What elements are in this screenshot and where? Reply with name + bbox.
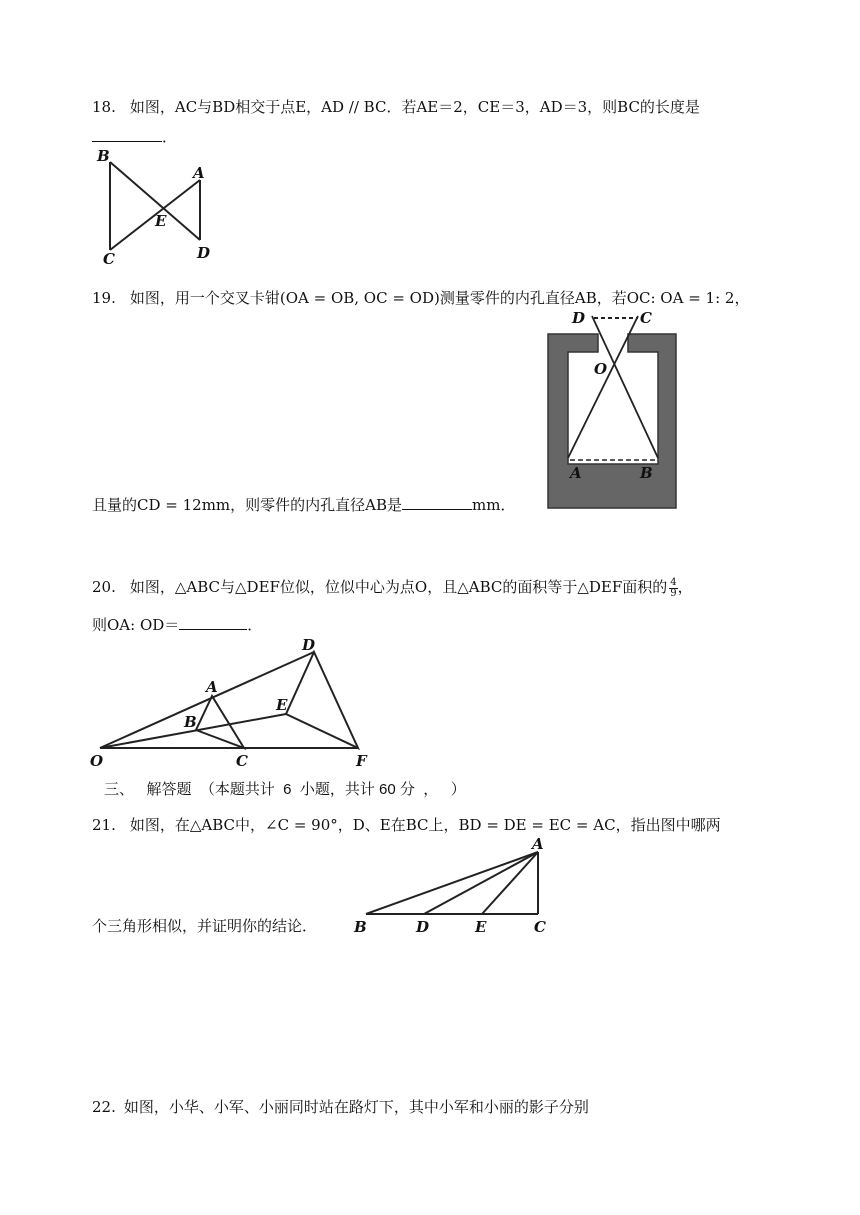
q18-label-D: D	[197, 244, 211, 262]
q18-number: 18.	[92, 98, 116, 116]
q20-label-F: F	[356, 752, 367, 770]
q19-text-line1: 如图，用一个交叉卡钳(OA = OB, OC = OD)测量零件的内孔直径AB，若OC: OA = 1: 2，	[129, 289, 750, 307]
q18-label-B: B	[97, 147, 110, 165]
q19-label-A: A	[570, 464, 582, 482]
q20-label-B: B	[184, 713, 197, 731]
q22-text: 如图，小华、小军、小丽同时站在路灯下，其中小军和小丽的影子分别	[123, 1098, 589, 1116]
q20-number: 20.	[92, 578, 116, 596]
q19-label-C: C	[640, 309, 652, 327]
q21-line2	[92, 915, 317, 937]
q18-answer-blank[interactable]	[92, 127, 162, 142]
q19-line2	[92, 494, 515, 516]
q21-label-E: E	[475, 918, 487, 936]
q22-line1	[92, 1096, 589, 1118]
q18-end: ．	[162, 128, 178, 146]
q21-label-A: A	[532, 835, 544, 853]
q20-text-line2-prefix: 则OA: OD＝	[92, 616, 180, 634]
q20-figure	[90, 632, 390, 772]
q20-label-O: O	[90, 752, 104, 770]
q18-figure	[95, 148, 225, 268]
q18-text: 如图，AC与BD相交于点E，AD // BC．若AE＝2，CE＝3，AD＝3，则BC的长度是	[129, 98, 700, 116]
q18-label-E: E	[155, 212, 167, 230]
q20-text-line2-suffix: ．	[247, 616, 263, 634]
q20-line1	[92, 576, 693, 599]
q21-text-line1: 如图，在△ABC中，∠C = 90°，D、E在BC上，BD = DE = EC = AC，指出图中哪两	[129, 816, 721, 834]
q21-number: 21.	[92, 816, 116, 834]
q20-frac-den: 9	[670, 587, 677, 599]
q19-text-line2-prefix: 且量的CD = 12mm，则零件的内孔直径AB是	[92, 496, 402, 514]
q18-label-C: C	[103, 250, 115, 268]
q20-fraction	[669, 578, 677, 599]
q20-label-A: A	[206, 678, 218, 696]
q19-line1	[92, 287, 749, 309]
q20-label-C: C	[236, 752, 248, 770]
q19-answer-blank[interactable]	[402, 495, 472, 510]
q19-label-D: D	[572, 309, 586, 327]
q19-label-O: O	[594, 360, 608, 378]
q18-line1	[92, 96, 700, 118]
q18-line2	[92, 126, 177, 148]
q21-line1	[92, 814, 721, 836]
q20-frac-after: ，	[677, 578, 693, 596]
q18-label-A: A	[193, 164, 205, 182]
q21-figure	[350, 836, 550, 936]
q22-number: 22.	[92, 1098, 116, 1116]
q21-label-C: C	[534, 918, 546, 936]
q19-number: 19.	[92, 289, 116, 307]
q21-label-D: D	[416, 918, 430, 936]
q20-text-line1: 如图，△ABC与△DEF位似，位似中心为点O，且△ABC的面积等于△DEF面积的	[129, 578, 668, 596]
q20-answer-blank[interactable]	[179, 615, 247, 630]
q20-label-D: D	[302, 636, 316, 654]
q20-frac-num: 4	[670, 576, 677, 588]
section-heading: 三、 解答题 （本题共计 6 小题，共计 60 分 ， ）	[104, 781, 466, 798]
q20-label-E: E	[276, 696, 288, 714]
q19-label-B: B	[640, 464, 653, 482]
q21-label-B: B	[354, 918, 367, 936]
q21-text-line2: 个三角形相似，并证明你的结论．	[92, 917, 318, 935]
q19-text-line2-suffix: mm．	[472, 496, 516, 514]
q19-figure	[546, 308, 681, 508]
